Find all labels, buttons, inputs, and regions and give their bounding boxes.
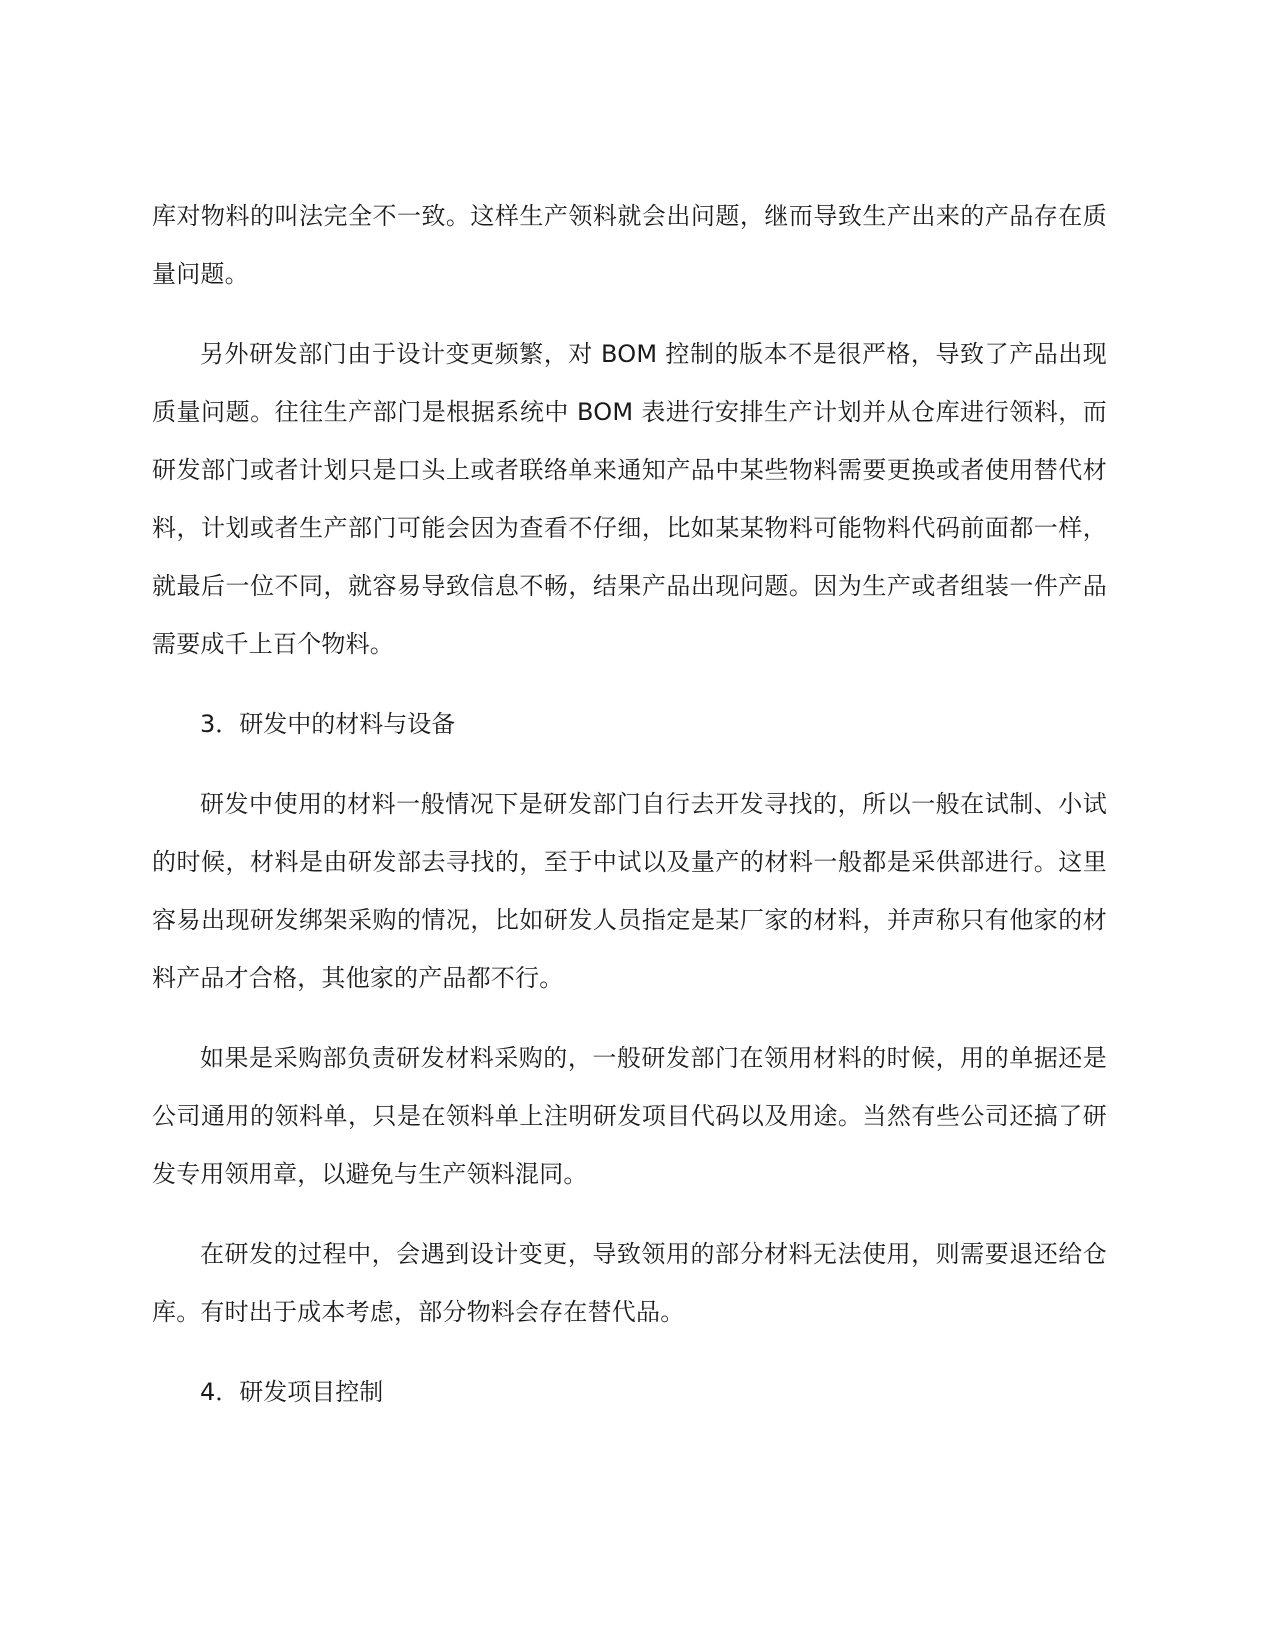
paragraph-purchasing: 如果是采购部负责研发材料采购的，一般研发部门在领用材料的时候，用的单据还是公司通用的领料单，只是在领料单上注明研发项目代码以及用途。当然有些公司还搞了研发专用领用章，以避免与生产领料混同。: [152, 1044, 1107, 1188]
paragraph-bom-control: 另外研发部门由于设计变更频繁，对 BOM 控制的版本不是很严格，导致了产品出现质量问题。往往生产部门是根据系统中 BOM 表进行安排生产计划并从仓库进行领料，而研发部门或者计划只是口头上或者联络单来通知产品中某些物料需要更换或者使用替代材料，计划或者生产部门可能会因为查看不仔细，比如某某物料可能物料代码前面都一样，就最后一位不同，就容易导致信息不畅，结果产品出现问题。因为生产或者组装一件产品需要成千上百个物料。: [152, 340, 1107, 658]
section-heading-3: 3．研发中的材料与设备: [200, 710, 456, 738]
section-heading-4: 4．研发项目控制: [200, 1378, 384, 1406]
paragraph-continuation: 库对物料的叫法完全不一致。这样生产领料就会出问题，继而导致生产出来的产品存在质量问题。: [152, 202, 1107, 288]
document-body: [152, 187, 1107, 1443]
paragraph-rd-materials: 研发中使用的材料一般情况下是研发部门自行去开发寻找的，所以一般在试制、小试的时候，材料是由研发部去寻找的，至于中试以及量产的材料一般都是采供部进行。这里容易出现研发绑架采购的情况，比如研发人员指定是某厂家的材料，并声称只有他家的材料产品才合格，其他家的产品都不行。: [152, 790, 1107, 992]
paragraph-design-change: 在研发的过程中，会遇到设计变更，导致领用的部分材料无法使用，则需要退还给仓库。有时出于成本考虑，部分物料会存在替代品。: [152, 1240, 1107, 1326]
